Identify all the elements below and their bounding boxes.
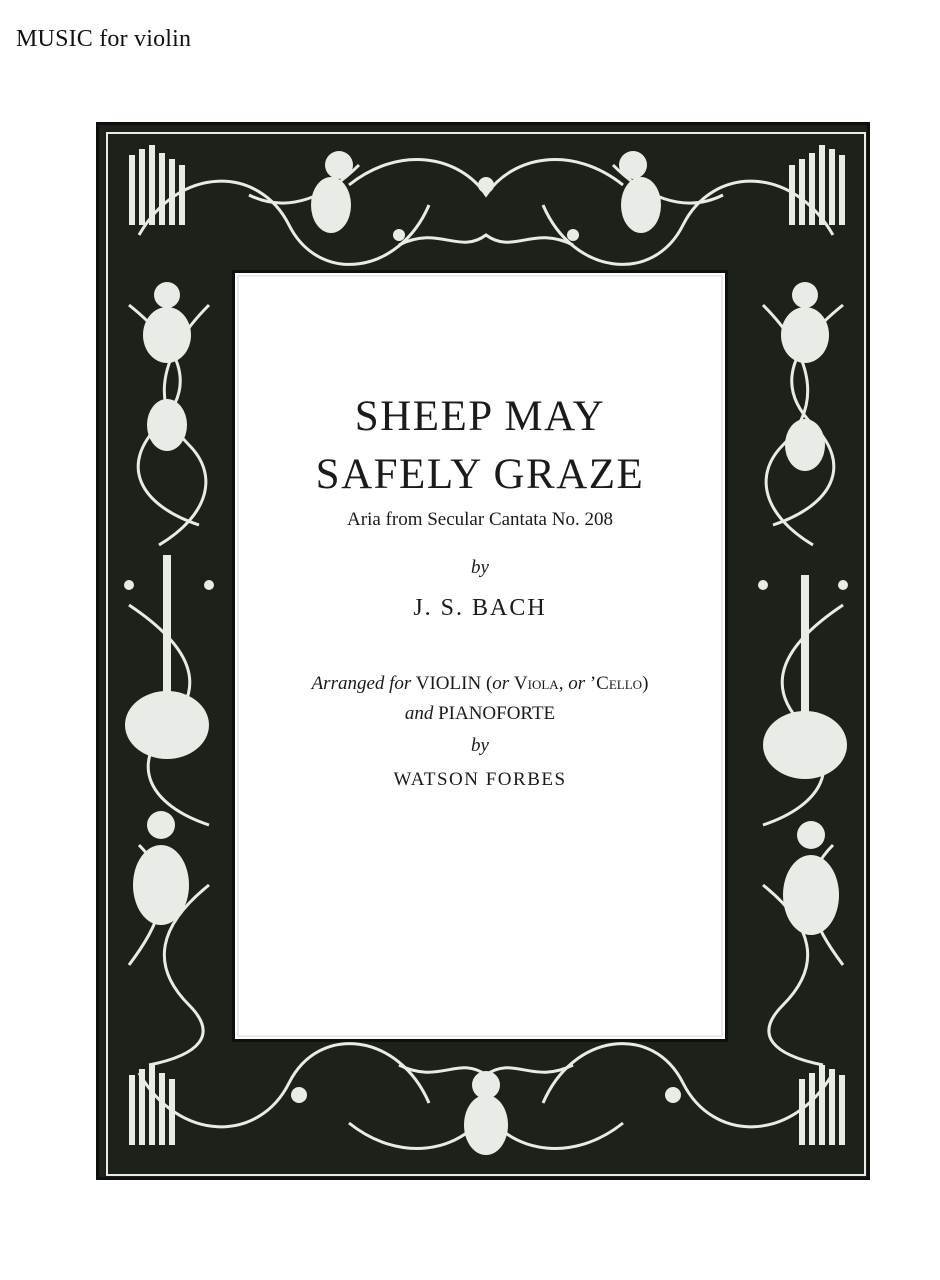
instrument-piano: PIANOFORTE (438, 703, 556, 724)
and-word: and (404, 703, 434, 724)
piano-line (235, 703, 725, 725)
instrument-cello: ’Cello (589, 673, 643, 694)
arranged-prefix: Arranged for (311, 673, 412, 694)
by-label-2: by (471, 735, 489, 756)
instrument-violin: VIOLIN (415, 673, 482, 694)
by-label: by (471, 557, 489, 578)
title-line-2: SAFELY GRAZE (315, 451, 645, 498)
title-line-1: SHEEP MAY (354, 393, 606, 440)
instrument-viola: Viola, (513, 673, 564, 694)
paren-open: ( (485, 673, 493, 694)
arranger-name: WATSON FORBES (393, 769, 567, 790)
paren-close: ) (642, 673, 649, 694)
arrangement-line (235, 673, 725, 695)
series-label: MUSIC for violin (16, 26, 192, 52)
subtitle: Aria from Secular Cantata No. 208 (347, 509, 613, 530)
or-word-2: or (568, 673, 586, 694)
composer-name: J. S. BACH (413, 595, 547, 621)
or-word-1: or (492, 673, 510, 694)
title-panel (232, 270, 728, 1042)
